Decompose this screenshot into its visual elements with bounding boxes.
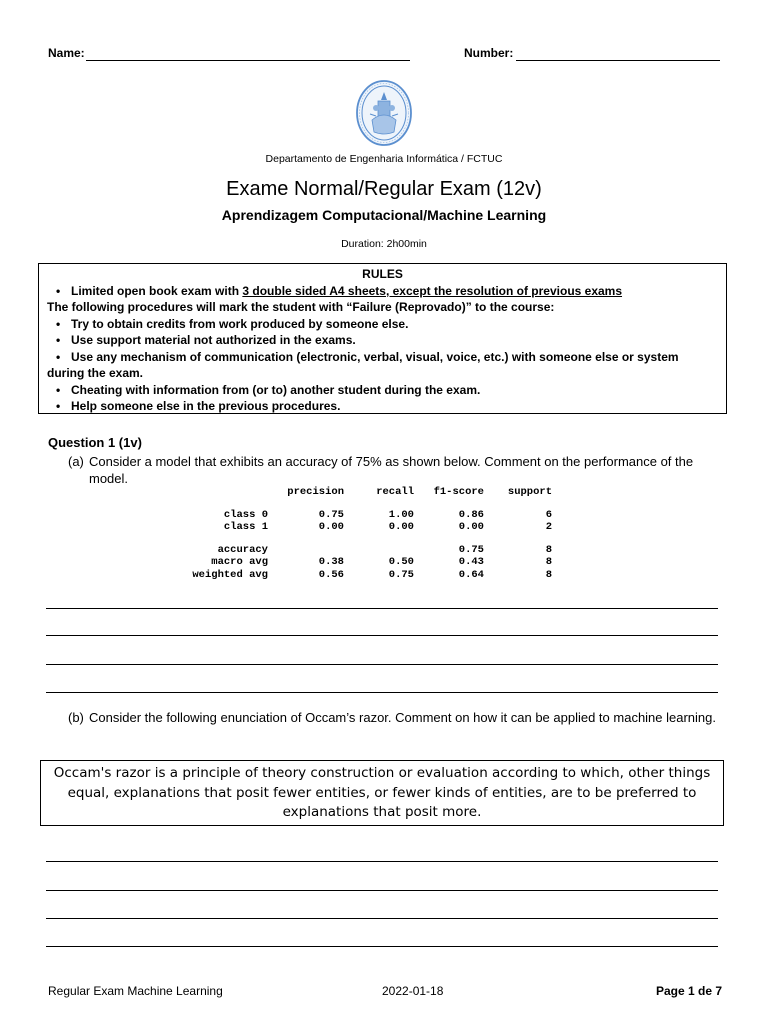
question-part-b: [68, 709, 718, 726]
report-cell-recall: 1.00: [388, 508, 414, 521]
answer-line[interactable]: [46, 692, 718, 693]
part-b-text: Consider the following enunciation of Occam’s razor. Comment on how it can be applied to machine learning.: [89, 710, 716, 725]
answer-line[interactable]: [46, 946, 718, 947]
occams-razor-quote: Occam's razor is a principle of theory construction or evaluation according to which, other things equal, explanations that posit fewer entities, or fewer kinds of entities, are to be preferred to explanations that posit more.: [40, 760, 724, 826]
exam-duration: Duration: 2h00min: [341, 238, 427, 250]
footer-exam-name: Regular Exam Machine Learning: [48, 984, 223, 998]
number-answer-line[interactable]: [516, 60, 720, 61]
rules-procedures-intro: The following procedures will mark the student with “Failure (Reprovado)” to the course:: [47, 300, 555, 314]
report-header-precision: precision: [287, 486, 344, 498]
part-a-label: (a): [68, 454, 84, 469]
answer-line[interactable]: [46, 635, 718, 636]
footer-page-number: Page 1 de 7: [656, 984, 723, 998]
footer-date: 2022-01-18: [382, 984, 444, 998]
rules-box: [38, 263, 727, 414]
report-header-row: [160, 486, 580, 499]
report-row-label: class 0: [223, 508, 268, 521]
part-b-label: (b): [68, 710, 84, 725]
report-cell-f1: 0.75: [458, 543, 484, 556]
report-row-label: macro avg: [211, 556, 268, 568]
report-cell-support: 8: [545, 543, 552, 556]
university-seal-icon: [356, 80, 412, 146]
question-title: Question 1 (1v): [48, 435, 142, 450]
report-row: [160, 569, 580, 582]
rule-item: • Cheating with information from (or to) another student during the exam.: [47, 382, 718, 399]
report-row-label: accuracy: [217, 543, 268, 556]
report-cell-precision: 0.38: [318, 556, 344, 568]
rule-item: • Use support material not authorized in the exams.: [47, 332, 718, 349]
part-a-text: Consider a model that exhibits an accuracy of 75% as shown below. Comment on the performance of the model.: [89, 454, 694, 486]
question-part-a: [68, 453, 718, 487]
report-cell-precision: 0.56: [318, 568, 344, 581]
report-cell-f1: 0.64: [458, 568, 484, 581]
report-cell-recall: 0.50: [388, 556, 414, 568]
report-row: [160, 509, 580, 522]
report-cell-support: 6: [545, 508, 552, 521]
rules-heading: RULES: [362, 267, 403, 281]
answer-line[interactable]: [46, 918, 718, 919]
rule-item-open-book-text: Limited open book exam with: [71, 283, 243, 298]
report-row-label: class 1: [223, 521, 268, 533]
answer-line[interactable]: [46, 861, 718, 862]
report-cell-precision: 0.75: [318, 508, 344, 521]
report-header-recall: recall: [376, 486, 414, 498]
rule-item-continuation: during the exam.: [47, 366, 144, 380]
classification-report: [160, 486, 580, 581]
exam-title: Exame Normal/Regular Exam (12v): [226, 178, 542, 200]
report-cell-support: 8: [545, 568, 552, 581]
name-answer-line[interactable]: [86, 60, 410, 61]
name-label: Name:: [48, 46, 85, 60]
report-row-label: weighted avg: [192, 568, 268, 581]
rule-item: • Use any mechanism of communication (electronic, verbal, visual, voice, etc.) with someone else or system: [47, 349, 718, 366]
exam-subtitle: Aprendizagem Computacional/Machine Learning: [221, 207, 547, 223]
department-name: Departamento de Engenharia Informática / FCTUC: [265, 153, 503, 165]
report-header-f1: f1-score: [433, 486, 484, 498]
report-cell-recall: 0.75: [388, 568, 414, 581]
number-label: Number:: [464, 46, 514, 60]
rule-item: • Help someone else in the previous procedures.: [47, 398, 718, 415]
answer-line[interactable]: [46, 890, 718, 891]
report-cell-support: 8: [545, 556, 552, 568]
answer-line[interactable]: [46, 664, 718, 665]
rule-item-open-book-underlined: 3 double sided A4 sheets, except the resolution of previous exams: [242, 283, 623, 298]
answer-line[interactable]: [46, 608, 718, 609]
report-cell-f1: 0.86: [458, 508, 484, 521]
report-cell-recall: 0.00: [388, 521, 414, 533]
rule-item: • Try to obtain credits from work produced by someone else.: [47, 316, 718, 333]
report-cell-f1: 0.43: [458, 556, 484, 568]
report-header-support: support: [507, 486, 552, 498]
report-row: [160, 556, 580, 569]
report-row: [160, 544, 580, 557]
report-cell-precision: 0.00: [318, 521, 344, 533]
rule-item-open-book: [47, 283, 718, 300]
report-row: [160, 521, 580, 534]
report-cell-support: 2: [545, 521, 552, 533]
report-cell-f1: 0.00: [458, 521, 484, 533]
